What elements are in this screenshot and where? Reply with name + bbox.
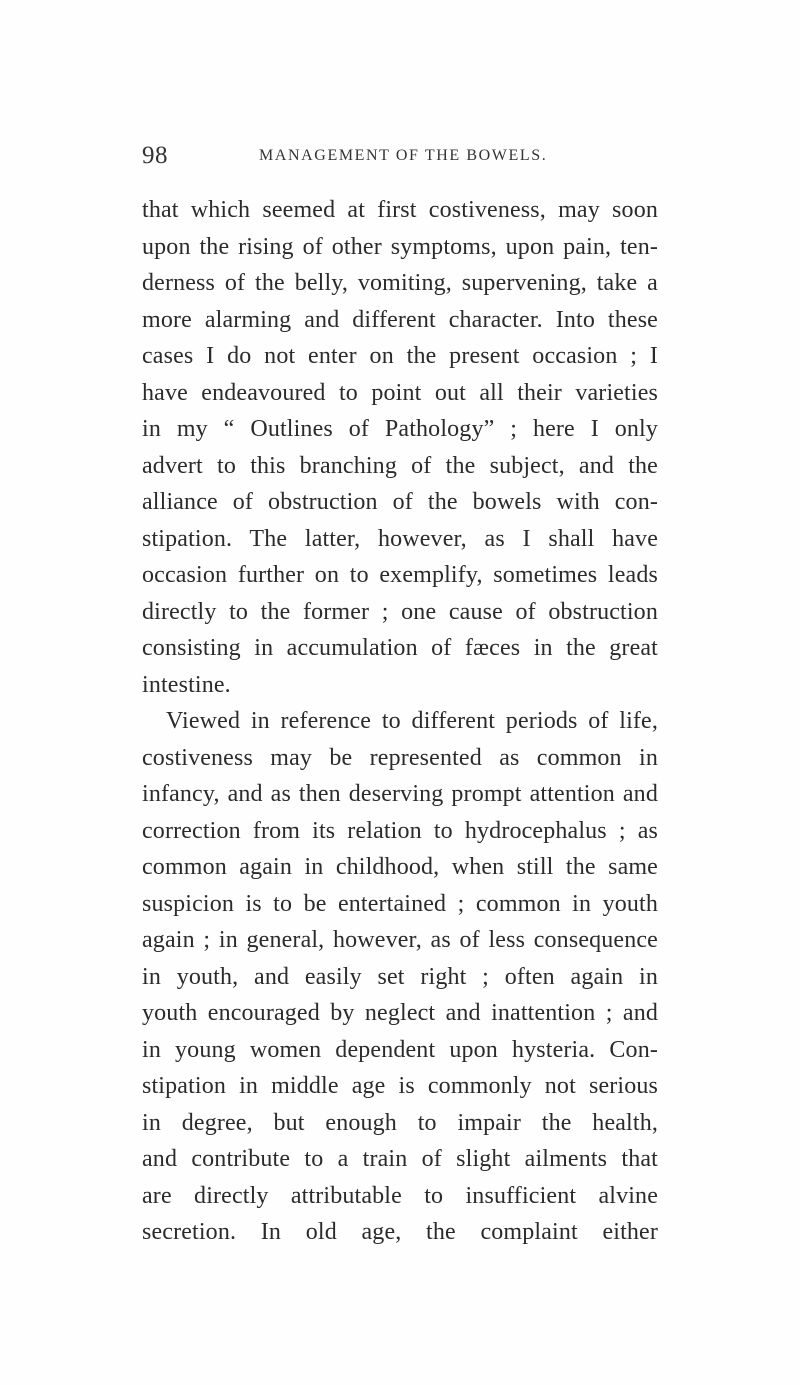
text-line: in young women dependent upon hysteria. Con-	[142, 1036, 658, 1063]
text-line: youth encouraged by neglect and inattention ; and	[142, 1000, 658, 1026]
text-line: upon the rising of other symptoms, upon pain, ten-	[142, 233, 658, 260]
text-line: alliance of obstruction of the bowels with con-	[142, 489, 658, 515]
text-line: and contribute to a train of slight ailments that	[142, 1146, 658, 1172]
page-number: 98	[142, 142, 168, 169]
text-line: secretion. In old age, the complaint either	[142, 1219, 658, 1245]
text-line: that which seemed at first costiveness, may soon	[142, 197, 658, 223]
paragraph-start-line: Viewed in reference to different periods of life,	[166, 708, 658, 734]
page-header	[142, 140, 602, 172]
text-line: stipation in middle age is commonly not serious	[142, 1073, 658, 1099]
body-text	[142, 192, 658, 1251]
text-line: advert to this branching of the subject, and the	[142, 452, 658, 479]
text-line: common again in childhood, when still the same	[142, 854, 658, 880]
text-line: costiveness may be represented as common in	[142, 744, 658, 771]
text-line: stipation. The latter, however, as I shall have	[142, 525, 658, 552]
text-line: cases I do not enter on the present occasion ; I	[142, 343, 658, 369]
text-line: consisting in accumulation of fæces in the great	[142, 635, 658, 661]
text-line: more alarming and different character. Into these	[142, 306, 658, 333]
text-line: suspicion is to be entertained ; common in youth	[142, 890, 658, 917]
text-line: directly to the former ; one cause of obstruction	[142, 598, 658, 625]
text-line: intestine.	[142, 671, 231, 698]
text-line: again ; in general, however, as of less consequence	[142, 927, 658, 953]
text-line: in degree, but enough to impair the health,	[142, 1109, 658, 1136]
text-line: occasion further on to exemplify, sometimes leads	[142, 562, 658, 588]
text-line: correction from its relation to hydrocephalus ; as	[142, 817, 658, 844]
text-line: derness of the belly, vomiting, supervening, take a	[142, 270, 658, 296]
text-line: are directly attributable to insufficient alvine	[142, 1182, 658, 1209]
text-line: in youth, and easily set right ; often again in	[142, 963, 658, 990]
text-line: in my “ Outlines of Pathology” ; here I only	[142, 416, 658, 442]
running-head: MANAGEMENT OF THE BOWELS.	[259, 147, 548, 164]
text-line: have endeavoured to point out all their varieties	[142, 379, 658, 406]
text-line: infancy, and as then deserving prompt attention and	[142, 781, 658, 807]
